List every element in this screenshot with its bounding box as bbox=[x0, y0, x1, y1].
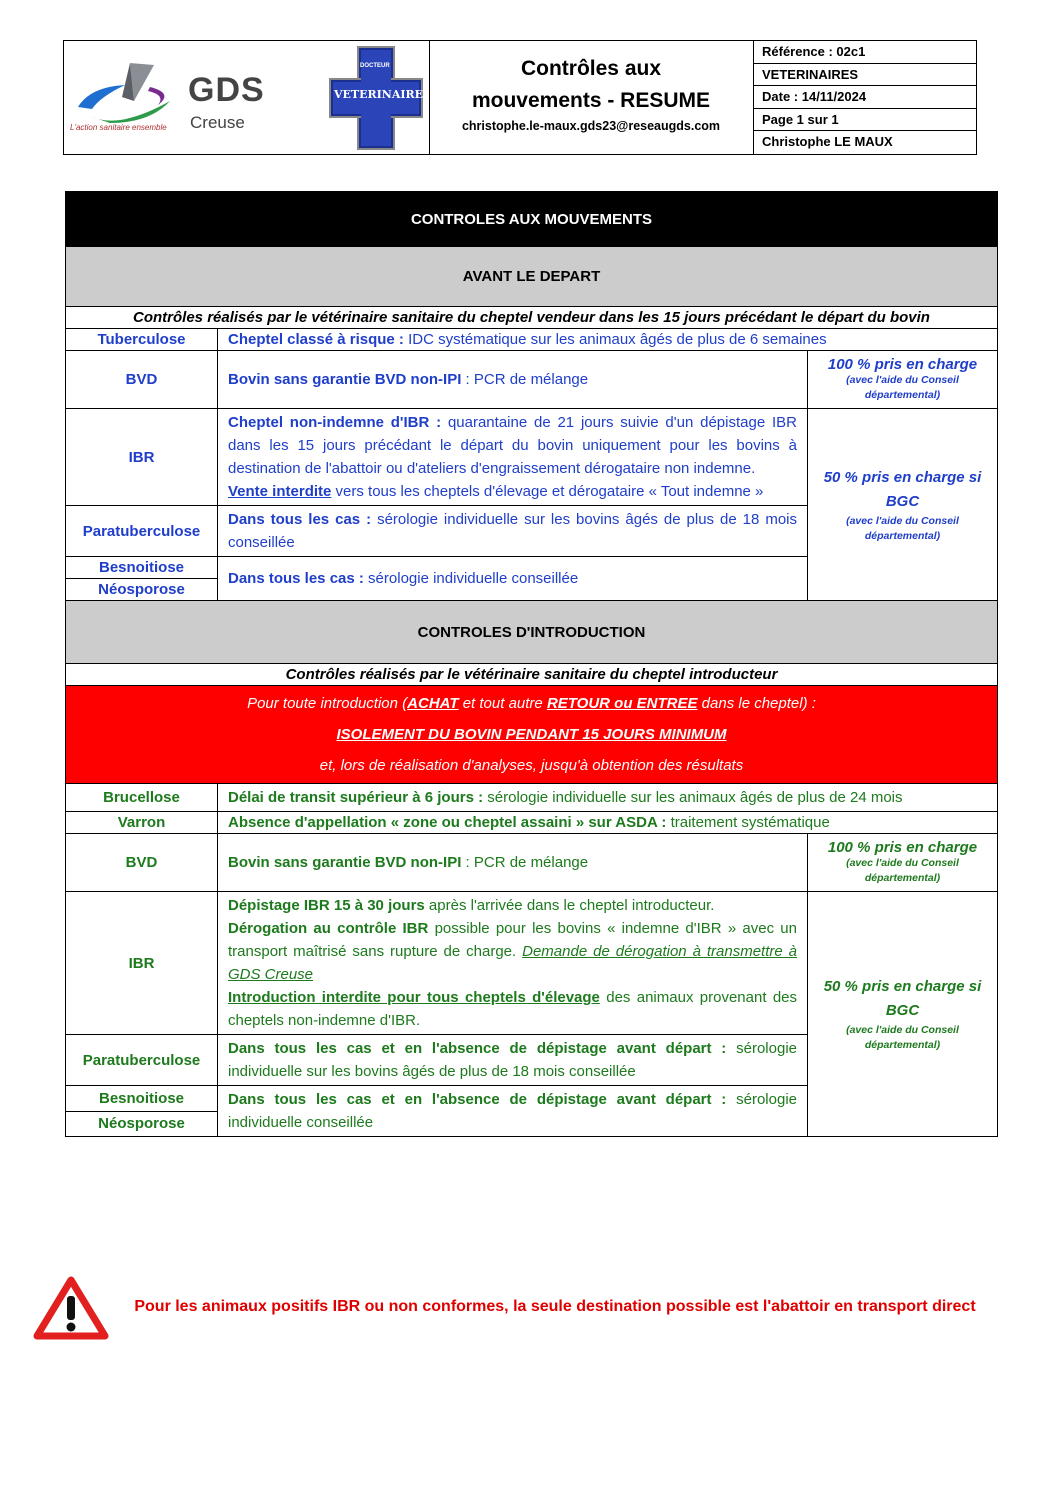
control-text: Cheptel classé à risque : IDC systématique sur les animaux âgés de plus de 6 semaines bbox=[218, 329, 998, 351]
banner-line1: Pour toute introduction (ACHAT et tout autre RETOUR ou ENTREE dans le cheptel) : bbox=[247, 695, 816, 712]
control-text: Bovin sans garantie BVD non-IPI : PCR de mélange bbox=[218, 834, 808, 892]
funding-cell bbox=[808, 892, 998, 1137]
disease-label: Paratuberculose bbox=[66, 1035, 218, 1086]
section-depart-heading: AVANT LE DEPART bbox=[66, 247, 998, 307]
disease-label: Besnoitiose bbox=[66, 1086, 218, 1112]
intro-subline: Contrôles réalisés par le vétérinaire sanitaire du cheptel introducteur bbox=[66, 664, 998, 686]
table-row bbox=[66, 834, 998, 892]
disease-label: IBR bbox=[66, 409, 218, 506]
funding-cell bbox=[808, 409, 998, 601]
disease-label: Néosporose bbox=[66, 1111, 218, 1137]
document-header bbox=[63, 40, 977, 155]
doc-title bbox=[429, 53, 753, 117]
main-title: CONTROLES AUX MOUVEMENTS bbox=[66, 192, 998, 247]
disease-label: Paratuberculose bbox=[66, 506, 218, 557]
isolation-banner bbox=[66, 686, 998, 784]
disease-label: BVD bbox=[66, 834, 218, 892]
disease-label: Varron bbox=[66, 812, 218, 834]
logo-tagline: L'action sanitaire ensemble bbox=[70, 123, 167, 132]
funding-rate: 50 % pris en charge si BGC bbox=[823, 468, 982, 510]
warning-text: Pour les animaux positifs IBR ou non conformes, la seule destination possible est l'abattoir en transport direct bbox=[134, 1298, 976, 1315]
control-text: Dépistage IBR 15 à 30 jours après l'arrivée dans le cheptel introducteur. Dérogation au contrôle IBR possible pour les bovins « indemne d'IBR » avec un transport maîtrisé sans rupture de charge. Demande de dérogation à transmettre à GDS Creuse Introduction interdite pour tous cheptels d'élevage des animaux provenant des cheptels non-indemne d'IBR. bbox=[218, 892, 808, 1035]
funding-rate: 100 % pris en charge bbox=[827, 839, 978, 856]
disease-label: IBR bbox=[66, 892, 218, 1035]
doc-page: Page 1 sur 1 bbox=[754, 109, 976, 132]
doc-title-cell bbox=[429, 41, 754, 154]
section-intro-heading: CONTROLES D'INTRODUCTION bbox=[66, 601, 998, 664]
doc-author: Christophe LE MAUX bbox=[762, 134, 893, 150]
control-text: Absence d'appellation « zone ou cheptel assaini » sur ASDA : traitement systématique bbox=[218, 812, 998, 834]
control-text: Dans tous les cas et en l'absence de dépistage avant départ : sérologie individuelle conseillée bbox=[218, 1086, 808, 1137]
control-text: Cheptel non-indemne d'IBR : quarantaine de 21 jours suivie d'un dépistage IBR dans les 15 jours précédant le départ du bovin uniquement pour les bovins à destination de l'abattoir ou d'ateliers d'engraissement dérogataire non indemne. Vente interdite vers tous les cheptels d'élevage et dérogataire « Tout indemne » bbox=[218, 409, 808, 506]
doc-title-line1: Contrôles aux bbox=[520, 57, 662, 80]
vet-badge-main: VETERINAIRE bbox=[334, 88, 424, 101]
funding-note: (avec l'aide du Conseil départemental) bbox=[846, 514, 959, 542]
doc-reference: Référence : 02c1 bbox=[754, 41, 976, 64]
controls-table bbox=[65, 191, 998, 1137]
control-text: Bovin sans garantie BVD non-IPI : PCR de mélange bbox=[218, 351, 808, 409]
table-row bbox=[66, 351, 998, 409]
control-text: Dans tous les cas : sérologie individuelle sur les bovins âgés de plus de 18 mois conseillée bbox=[218, 506, 808, 557]
doc-meta bbox=[754, 41, 976, 154]
control-text: Dans tous les cas et en l'absence de dépistage avant départ : sérologie individuelle sur les bovins âgés de plus de 18 mois conseillée bbox=[218, 1035, 808, 1086]
author-email: christophe.le-maux.gds23@reseaugds.com bbox=[461, 119, 721, 133]
banner-line2: ISOLEMENT DU BOVIN PENDANT 15 JOURS MINIMUM bbox=[336, 726, 727, 743]
banner-line3: et, lors de réalisation d'analyses, jusqu'à obtention des résultats bbox=[319, 757, 744, 774]
doc-date: Date : 14/11/2024 bbox=[754, 86, 976, 109]
funding-rate: 100 % pris en charge bbox=[827, 356, 978, 373]
table-row bbox=[66, 409, 998, 506]
control-text: Délai de transit supérieur à 6 jours : sérologie individuelle sur les animaux âgés de plus de 24 mois bbox=[218, 784, 998, 812]
logo-gds-text: GDS bbox=[188, 71, 265, 109]
disease-label: BVD bbox=[66, 351, 218, 409]
table-row bbox=[66, 329, 998, 351]
logo-creuse-text: Creuse bbox=[190, 113, 245, 132]
disease-label: Brucellose bbox=[66, 784, 218, 812]
disease-label: Besnoitiose bbox=[66, 557, 218, 579]
funding-cell bbox=[808, 834, 998, 892]
funding-note: (avec l'aide du Conseil départemental) bbox=[846, 857, 959, 884]
funding-rate: 50 % pris en charge si BGC bbox=[823, 978, 982, 1019]
funding-note: (avec l'aide du Conseil départemental) bbox=[846, 1024, 959, 1051]
logo-area bbox=[64, 41, 430, 154]
disease-label: Néosporose bbox=[66, 579, 218, 601]
depart-subline: Contrôles réalisés par le vétérinaire sanitaire du cheptel vendeur dans les 15 jours précédant le départ du bovin bbox=[66, 307, 998, 329]
funding-note: (avec l'aide du Conseil départemental) bbox=[846, 374, 959, 401]
table-row bbox=[66, 892, 998, 1035]
doc-title-line2: mouvements - RESUME bbox=[471, 89, 711, 112]
table-row bbox=[66, 784, 998, 812]
doc-department: VETERINAIRES bbox=[754, 64, 976, 87]
funding-cell bbox=[808, 351, 998, 409]
warning-icon bbox=[33, 1276, 109, 1340]
vet-badge-top: DOCTEUR bbox=[360, 63, 390, 69]
control-text: Dans tous les cas : sérologie individuelle conseillée bbox=[218, 557, 808, 601]
table-row bbox=[66, 812, 998, 834]
disease-label: Tuberculose bbox=[66, 329, 218, 351]
